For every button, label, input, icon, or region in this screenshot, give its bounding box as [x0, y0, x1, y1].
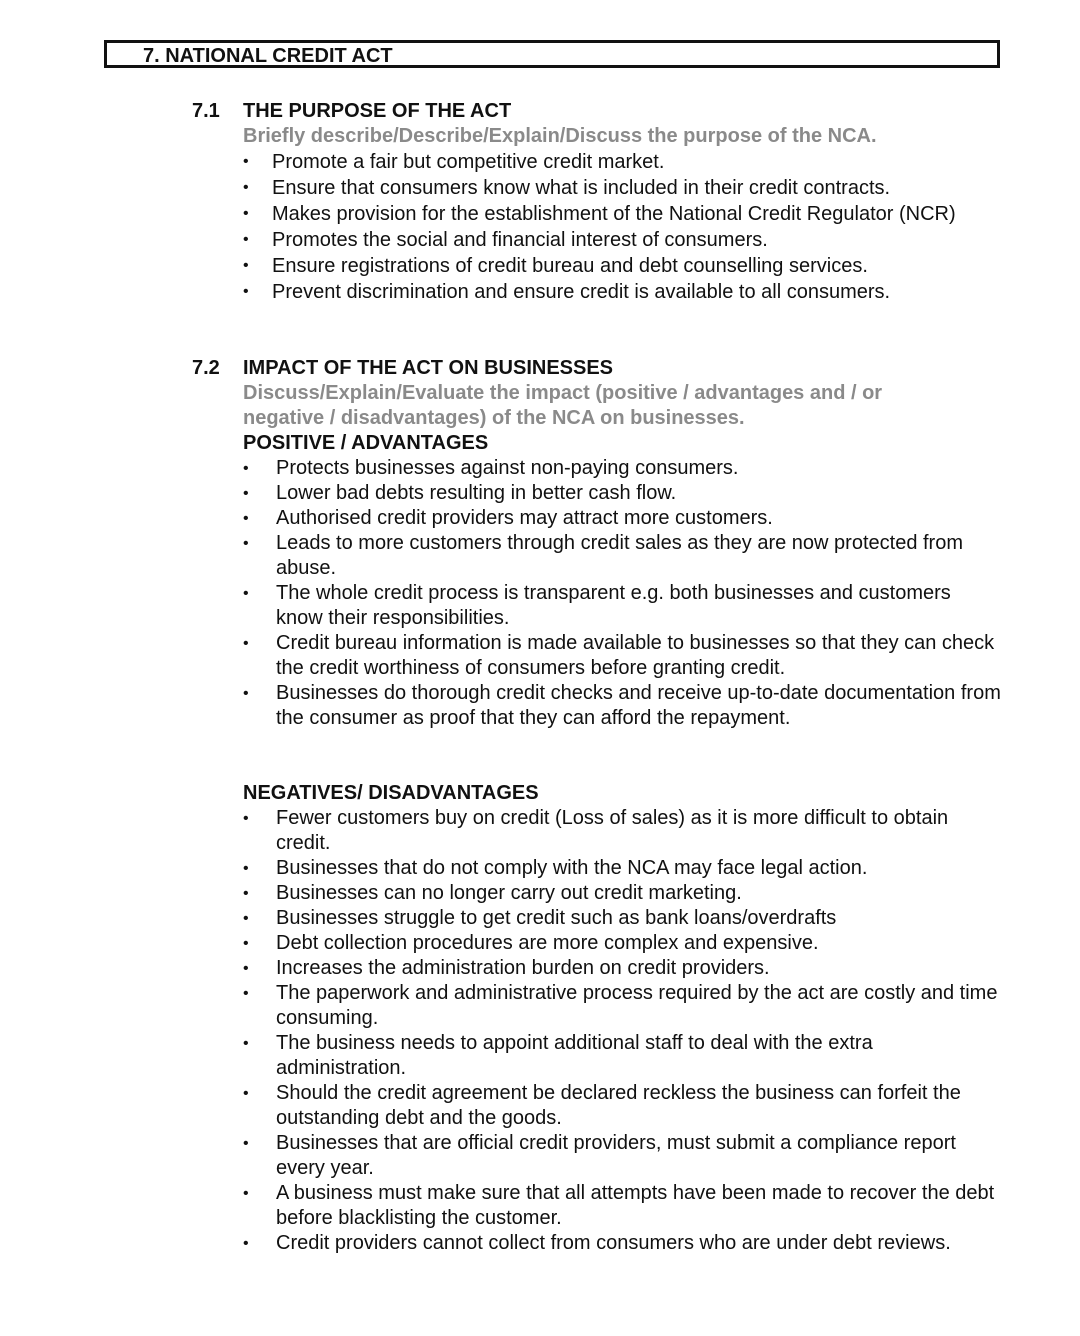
list-item — [243, 1031, 1003, 1081]
list-item-text: Businesses that are official credit providers, must submit a compliance report every year. — [276, 1132, 956, 1179]
list-item-text: Makes provision for the establishment of the National Credit Regulator (NCR) — [272, 203, 956, 225]
section-number: 7.2 — [192, 357, 220, 379]
bullet-icon: • — [243, 960, 249, 977]
list-item-text: Credit providers cannot collect from consumers who are under debt reviews. — [276, 1232, 951, 1254]
purpose-list — [243, 149, 963, 305]
list-item — [243, 956, 1003, 981]
bullet-icon: • — [243, 283, 249, 300]
bullet-icon: • — [243, 1035, 249, 1052]
bullet-icon: • — [243, 205, 249, 222]
section-number: 7.1 — [192, 100, 220, 122]
list-item-text: Businesses can no longer carry out credit marketing. — [276, 882, 742, 904]
bullet-icon: • — [243, 257, 249, 274]
list-item-text: Credit bureau information is made available to businesses so that they can check the credit worthiness of consumers before granting credit. — [276, 632, 995, 679]
section-instruction: Briefly describe/Describe/Explain/Discuss the purpose of the NCA. — [243, 125, 877, 147]
list-item-text: Businesses that do not comply with the NCA may face legal action. — [276, 857, 868, 879]
bullet-icon: • — [243, 585, 249, 602]
list-item — [243, 201, 963, 227]
list-item-text: Authorised credit providers may attract more customers. — [276, 507, 773, 529]
bullet-icon: • — [243, 510, 249, 527]
list-item-text: Leads to more customers through credit sales as they are now protected from abuse. — [276, 532, 964, 579]
bullet-icon: • — [243, 485, 249, 502]
positive-heading: POSITIVE / ADVANTAGES — [243, 432, 489, 454]
list-item-text: The whole credit process is transparent e.g. both businesses and customers know their responsibilities. — [276, 582, 951, 629]
bullet-icon: • — [243, 985, 249, 1002]
list-item-text: Ensure that consumers know what is included in their credit contracts. — [272, 177, 891, 199]
bullet-icon: • — [243, 885, 249, 902]
list-item — [243, 253, 963, 279]
list-item — [243, 1081, 1003, 1131]
bullet-icon: • — [243, 685, 249, 702]
list-item-text: Promotes the social and financial interest of consumers. — [272, 229, 768, 251]
bullet-icon: • — [243, 635, 249, 652]
negative-list — [243, 806, 1003, 1256]
list-item — [243, 906, 1003, 931]
list-item — [243, 1131, 1003, 1181]
list-item-text: Should the credit agreement be declared reckless the business can forfeit the outstanding debt and the goods. — [276, 1082, 961, 1129]
list-item — [243, 881, 1003, 906]
list-item-text: Businesses struggle to get credit such as bank loans/overdrafts — [276, 907, 837, 929]
list-item-text: A business must make sure that all attempts have been made to recover the debt before blacklisting the customer. — [276, 1182, 995, 1229]
list-item — [243, 981, 1003, 1031]
list-item — [243, 279, 963, 305]
bullet-icon: • — [243, 460, 249, 477]
section-header-title: 7. NATIONAL CREDIT ACT — [143, 45, 393, 67]
list-item — [243, 806, 1003, 856]
list-item-text: Fewer customers buy on credit (Loss of sales) as it is more difficult to obtain credit. — [276, 807, 949, 854]
bullet-icon: • — [243, 179, 249, 196]
list-item-text: Protects businesses against non-paying consumers. — [276, 457, 739, 479]
list-item-text: Increases the administration burden on credit providers. — [276, 957, 770, 979]
bullet-icon: • — [243, 810, 249, 827]
negative-heading: NEGATIVES/ DISADVANTAGES — [243, 782, 539, 804]
list-item-text: Promote a fair but competitive credit market. — [272, 151, 665, 173]
bullet-icon: • — [243, 860, 249, 877]
list-item-text: The paperwork and administrative process required by the act are costly and time consuming. — [276, 982, 998, 1029]
list-item — [243, 1231, 1003, 1256]
list-item-text: Debt collection procedures are more complex and expensive. — [276, 932, 819, 954]
list-item — [243, 149, 963, 175]
list-item — [243, 531, 1003, 581]
bullet-icon: • — [243, 231, 249, 248]
bullet-icon: • — [243, 935, 249, 952]
bullet-icon: • — [243, 1185, 249, 1202]
bullet-icon: • — [243, 153, 249, 170]
positive-list — [243, 456, 1003, 731]
section-instruction: Discuss/Explain/Evaluate the impact (positive / advantages and / or negative / disadvantages) of the NCA on businesses. — [243, 382, 883, 429]
list-item — [243, 175, 963, 201]
bullet-icon: • — [243, 1135, 249, 1152]
list-item — [243, 227, 963, 253]
list-item-text: Prevent discrimination and ensure credit is available to all consumers. — [272, 281, 891, 303]
bullet-icon: • — [243, 910, 249, 927]
list-item — [243, 581, 1003, 631]
list-item-text: Lower bad debts resulting in better cash flow. — [276, 482, 677, 504]
list-item — [243, 931, 1003, 956]
bullet-icon: • — [243, 1235, 249, 1252]
list-item — [243, 481, 1003, 506]
list-item — [243, 506, 1003, 531]
bullet-icon: • — [243, 535, 249, 552]
list-item — [243, 631, 1003, 681]
list-item-text: Businesses do thorough credit checks and receive up-to-date documentation from the consumer as proof that they can afford the repayment. — [276, 682, 1001, 729]
section-title: THE PURPOSE OF THE ACT — [243, 100, 512, 122]
list-item — [243, 681, 1003, 731]
bullet-icon: • — [243, 1085, 249, 1102]
section-title: IMPACT OF THE ACT ON BUSINESSES — [243, 357, 614, 379]
list-item-text: The business needs to appoint additional staff to deal with the extra administration. — [276, 1032, 873, 1079]
section-header-box — [104, 40, 1000, 68]
list-item — [243, 856, 1003, 881]
list-item-text: Ensure registrations of credit bureau and debt counselling services. — [272, 255, 868, 277]
list-item — [243, 456, 1003, 481]
list-item — [243, 1181, 1003, 1231]
